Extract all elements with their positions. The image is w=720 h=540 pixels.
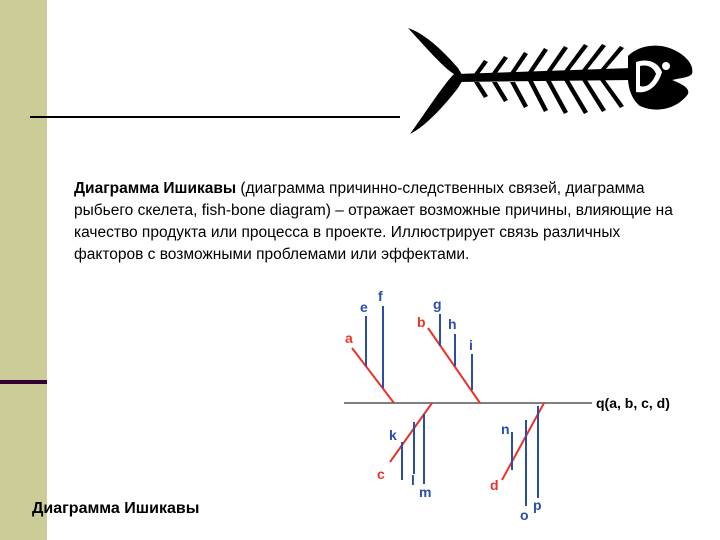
sidebar-bar [0, 0, 47, 540]
footer-caption: Диаграмма Ишикавы [32, 500, 200, 517]
sub-label-m: m [419, 484, 432, 500]
fish-skeleton-icon [400, 22, 696, 140]
sub-label-e: e [360, 299, 368, 315]
definition-text: (диаграмма причинно-следственных связей, диаграмма рыбьего скелета, fish-bone diagram) – отражает возможные причины, влияющие на качество продукта или процесса в проекте. Иллюстрирует связь различных факторов с возможными проблемами или эффектами. [74, 180, 673, 263]
cause-label-a: a [345, 330, 353, 346]
sub-label-n: n [501, 421, 510, 437]
sub-label-h: h [448, 316, 457, 332]
fish-eye [662, 62, 670, 70]
ishikawa-diagram [340, 284, 696, 524]
term-bold: Диаграмма Ишикавы [74, 180, 237, 197]
sub-label-p: p [533, 497, 542, 513]
body-paragraph [74, 178, 684, 266]
effect-label: q(a, b, c, d) [596, 395, 670, 411]
title-rule [30, 116, 410, 118]
sub-label-g: g [433, 296, 442, 312]
sub-label-o: o [520, 507, 529, 523]
cause-label-c: c [377, 466, 385, 482]
sub-label-k: k [389, 427, 397, 443]
sub-label-f: f [378, 288, 383, 304]
sub-label-l: l [411, 472, 415, 488]
sub-label-i: i [469, 337, 473, 353]
cause-label-b: b [417, 314, 426, 330]
sidebar-accent-line [0, 380, 47, 384]
cause-label-d: d [490, 477, 499, 493]
